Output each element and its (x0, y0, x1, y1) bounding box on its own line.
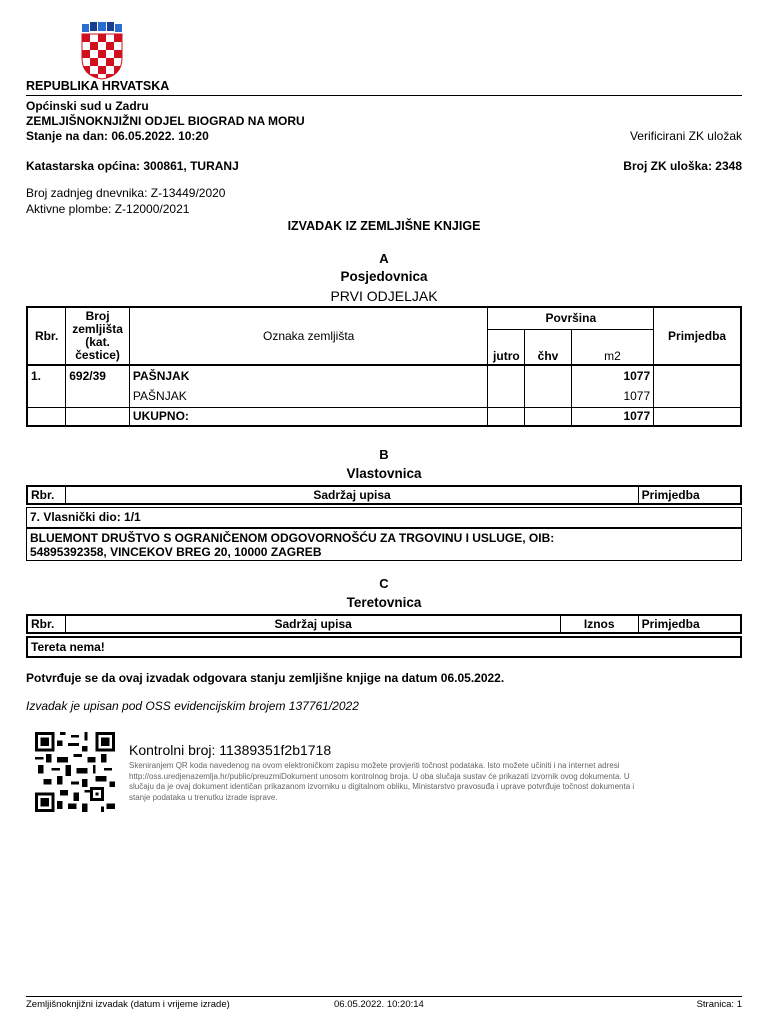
footer-page: Stranica: 1 (696, 999, 742, 1010)
col-jutro: jutro (488, 329, 525, 365)
row-m2-sub: 1077 (571, 385, 653, 407)
qr-description: Skeniranjem QR koda navedenog na ovom elektroničkom zapisu možete provjeriti točnost podataka. Isto možete učiniti i na internet adresi http://oss.uredjenazemlja.hr/public/preuzmiDokument unosom kontrolnog broja. U oba slučaja sustav će prikazati izvornik ovog dokumenta. U slučaju da je ovaj dokument identičan prikazanom izvorniku u digitalnom obliku, Ministarstvo pravosuđa i uprave potvrđuje točnost dokumenta i stanje podataka u trenutku izrade isprave. (129, 761, 635, 802)
col-povrsina: Površina (488, 307, 654, 329)
no-encumbrance: Tereta nema! (26, 636, 742, 658)
vlastovnica-header (26, 485, 742, 505)
c-col-iznos: Iznos (560, 615, 638, 633)
section-a-letter: A (379, 251, 389, 266)
row-oznaka: PAŠNJAK (129, 365, 488, 385)
court-name: Općinski sud u Zadru (26, 99, 149, 113)
section-b-name: Vlastovnica (346, 466, 422, 481)
posjedovnica-table (26, 306, 742, 427)
total-m2: 1077 (571, 407, 653, 426)
col-primjedba: Primjedba (654, 307, 741, 365)
row-broj: 692/39 (66, 365, 130, 385)
footer-divider (26, 996, 742, 997)
section-c-name: Teretovnica (346, 595, 422, 610)
teretovnica-header (26, 614, 742, 634)
c-col-primjedba: Primjedba (638, 615, 741, 633)
last-journal: Broj zadnjeg dnevnika: Z-13449/2020 (26, 186, 226, 200)
owner-entry (26, 528, 742, 561)
owner-line-2: 54895392358, VINCEKOV BREG 20, 10000 ZAGREB (30, 545, 322, 559)
section-b-letter: B (379, 447, 389, 462)
table-row (27, 385, 741, 407)
row-oznaka-sub: PAŠNJAK (129, 385, 488, 407)
verified-label: Verificirani ZK uložak (629, 129, 742, 143)
zk-number: Broj ZK uloška: 2348 (623, 159, 742, 173)
col-m2: m2 (571, 329, 653, 365)
country-name: REPUBLIKA HRVATSKA (26, 79, 170, 93)
ownership-share: 7. Vlasnički dio: 1/1 (26, 507, 742, 528)
section-a-sub: PRVI ODJELJAK (330, 288, 438, 304)
row-m2: 1077 (571, 365, 653, 385)
cadastral-municipality: Katastarska općina: 300861, TURANJ (26, 159, 239, 173)
col-chv: čhv (525, 329, 571, 365)
confirmation-text: Potvrđuje se da ovaj izvadak odgovara stanju zemljišne knjige na datum 06.05.2022. (26, 671, 505, 685)
footer-timestamp: 06.05.2022. 10:20:14 (334, 999, 424, 1010)
header-divider (26, 95, 742, 96)
croatia-coat-of-arms-icon (80, 22, 124, 80)
b-col-primjedba: Primjedba (638, 486, 741, 504)
active-seals: Aktivne plombe: Z-12000/2021 (26, 202, 190, 216)
department-name: ZEMLJIŠNOKNJIŽNI ODJEL BIOGRAD NA MORU (26, 114, 305, 128)
row-primjedba (654, 365, 741, 385)
row-jutro (488, 365, 525, 385)
state-date: Stanje na dan: 06.05.2022. 10:20 (26, 129, 209, 143)
b-col-rbr: Rbr. (27, 486, 66, 504)
section-c-letter: C (379, 576, 389, 591)
total-row (27, 407, 741, 426)
qr-code-icon (30, 732, 120, 812)
col-oznaka: Oznaka zemljišta (129, 307, 488, 365)
footer-left: Zemljišnoknjižni izvadak (datum i vrijeme izrade) (26, 999, 230, 1010)
row-chv (525, 365, 571, 385)
c-col-rbr: Rbr. (27, 615, 66, 633)
oss-text: Izvadak je upisan pod OSS evidencijskim brojem 137761/2022 (26, 699, 359, 713)
b-col-sadrzaj: Sadržaj upisa (66, 486, 638, 504)
col-rbr: Rbr. (27, 307, 66, 365)
row-rbr: 1. (27, 365, 66, 385)
owner-line-1: BLUEMONT DRUŠTVO S OGRANIČENOM ODGOVORNOŠĆU ZA TRGOVINU I USLUGE, OIB: (30, 531, 555, 545)
total-label: UKUPNO: (129, 407, 488, 426)
section-a-name: Posjedovnica (340, 269, 428, 284)
control-number: Kontrolni broj: 11389351f2b1718 (129, 742, 332, 758)
c-col-sadrzaj: Sadržaj upisa (66, 615, 560, 633)
document-title: IZVADAK IZ ZEMLJIŠNE KNJIGE (287, 219, 481, 233)
table-row (27, 365, 741, 385)
col-broj-zemljista: Broj zemljišta (kat. čestice) (66, 307, 130, 365)
